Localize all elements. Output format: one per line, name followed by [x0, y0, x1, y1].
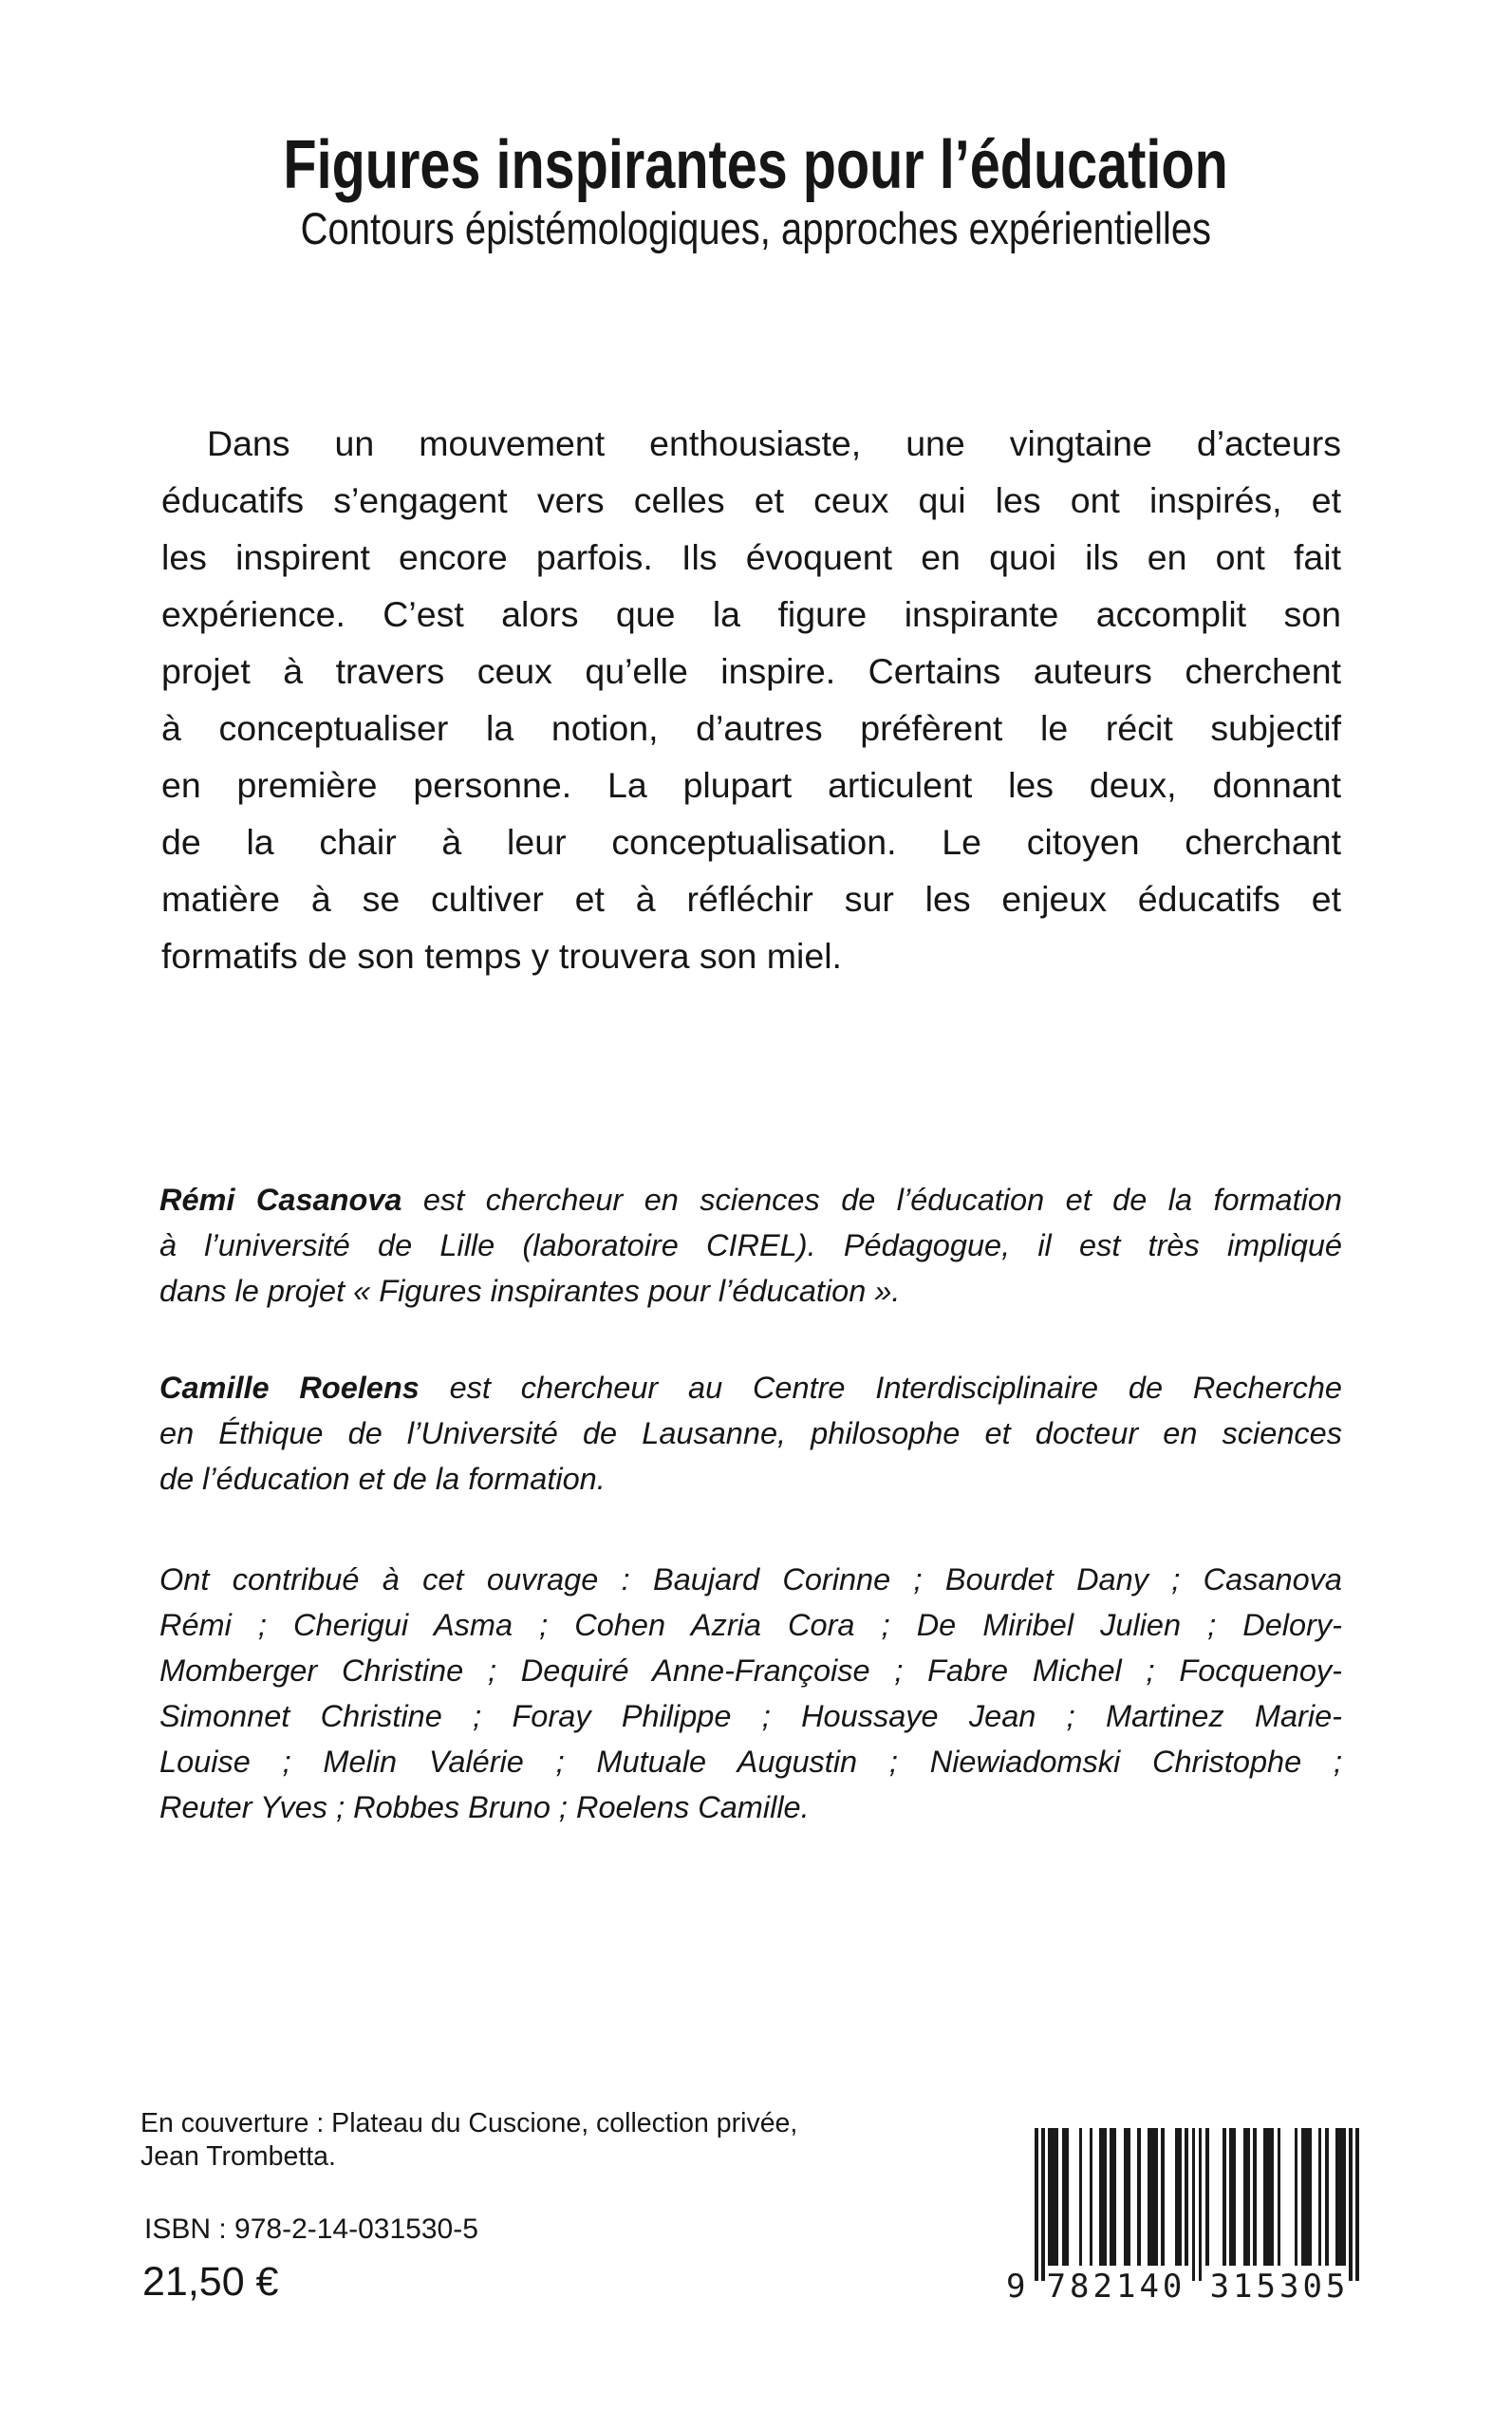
barcode-bar [1099, 2128, 1106, 2266]
barcode-bar [1223, 2128, 1226, 2266]
barcode-bar [1148, 2128, 1158, 2266]
barcode-bar [1205, 2128, 1209, 2266]
price: 21,50 € [142, 2259, 279, 2305]
barcode-bar [1229, 2128, 1236, 2266]
barcode-bar [1124, 2128, 1130, 2266]
barcode-bar [1161, 2128, 1165, 2266]
synopsis-line: en première personne. La plupart articulent les deux, donnant [161, 765, 1341, 805]
barcode-bar [1137, 2128, 1141, 2266]
barcode-bar [1355, 2128, 1359, 2281]
author-name: Camille Roelens [159, 1371, 420, 1405]
synopsis-line: expérience. C’est alors que la figure inspirante accomplit son [161, 594, 1341, 634]
synopsis-line: matière à se cultiver et à réfléchir sur les enjeux éducatifs et [161, 879, 1341, 919]
book-subtitle [0, 205, 1512, 252]
synopsis-paragraph [161, 415, 1341, 984]
barcode-bar [1090, 2128, 1093, 2266]
synopsis-line: les inspirent encore parfois. Ils évoquent en quoi ils en ont fait [161, 537, 1341, 577]
barcode-bar [1110, 2128, 1116, 2266]
barcode-digit-first: 9 [1006, 2268, 1026, 2306]
synopsis-line: formatifs de son temps y trouvera son miel. [161, 936, 842, 976]
barcode-bar [1325, 2128, 1329, 2266]
cover-credit [140, 2107, 797, 2174]
contributors-line: Reuter Yves ; Robbes Bruno ; Roelens Camille. [159, 1790, 810, 1824]
barcode-bar [1301, 2128, 1312, 2266]
contributors-line: Momberger Christine ; Dequiré Anne-Françoise ; Fabre Michel ; Focquenoy- [159, 1653, 1342, 1688]
barcode-bar [1349, 2128, 1353, 2281]
barcode-bars [1035, 2128, 1359, 2281]
isbn-label: ISBN : 978-2-14-031530-5 [144, 2213, 478, 2245]
contributors-line: Louise ; Melin Valérie ; Mutuale Augustin ; Niewiadomski Christophe ; [159, 1745, 1342, 1779]
barcode-bar [1192, 2128, 1196, 2281]
barcode-bar [1199, 2128, 1203, 2281]
barcode-bar [1263, 2128, 1274, 2266]
bio-line: en Éthique de l’Université de Lausanne, philosophe et docteur en sciences [159, 1416, 1342, 1450]
barcode-bar [1062, 2128, 1069, 2266]
contributors-list [159, 1557, 1342, 1830]
barcode-bar [1318, 2128, 1322, 2266]
barcode-digits-left-group: 782140 [1046, 2268, 1186, 2306]
cover-credit-line: Jean Trombetta. [140, 2141, 336, 2172]
barcode-bar [1253, 2128, 1257, 2266]
barcode-bar [1243, 2128, 1250, 2266]
barcode-bar [1048, 2128, 1058, 2266]
author-name: Rémi Casanova [159, 1183, 402, 1217]
barcode-bar [1278, 2128, 1281, 2266]
barcode-bar [1079, 2128, 1083, 2266]
book-subtitle-text: Contours épistémologiques, approches expérientielles [300, 203, 1212, 253]
barcode-bar [1175, 2128, 1182, 2266]
barcode-bar [1041, 2128, 1045, 2281]
author-bio-remi-casanova [159, 1177, 1342, 1314]
cover-credit-line: En couverture : Plateau du Cuscione, collection privée, [140, 2108, 798, 2138]
barcode-bar [1295, 2128, 1298, 2266]
bio-line: à l’université de Lille (laboratoire CIREL). Pédagogue, il est très impliqué [159, 1228, 1342, 1262]
barcode-bar [1335, 2128, 1346, 2266]
contributors-line: Rémi ; Cherigui Asma ; Cohen Azria Cora ; De Miribel Julien ; Delory- [159, 1608, 1342, 1642]
barcode-bar [1185, 2128, 1188, 2266]
bio-line: Camille Roelens est chercheur au Centre Interdisciplinaire de Recherche [159, 1371, 1342, 1405]
author-bio-camille-roelens [159, 1365, 1342, 1502]
book-title-text: Figures inspirantes pour l’éducation [283, 127, 1229, 203]
synopsis-line: Dans un mouvement enthousiaste, une vingtaine d’acteurs [207, 423, 1341, 463]
synopsis-line: projet à travers ceux qu’elle inspire. Certains auteurs cherchent [161, 651, 1341, 691]
bio-line: dans le projet « Figures inspirantes pour l’éducation ». [159, 1274, 901, 1308]
barcode-bar [1035, 2128, 1038, 2281]
synopsis-line: à conceptualiser la notion, d’autres préfèrent le récit subjectif [161, 708, 1341, 748]
barcode-digits-right-group: 315305 [1209, 2268, 1350, 2306]
bio-line: de l’éducation et de la formation. [159, 1462, 606, 1496]
synopsis-line: éducatifs s’engagent vers celles et ceux qui les ont inspirés, et [161, 480, 1341, 520]
bio-line: Rémi Casanova est chercheur en sciences de l’éducation et de la formation [159, 1183, 1342, 1217]
book-title [0, 127, 1512, 203]
synopsis-line: de la chair à leur conceptualisation. Le citoyen cherchant [161, 822, 1341, 862]
contributors-line: Ont contribué à cet ouvrage : Baujard Corinne ; Bourdet Dany ; Casanova [159, 1562, 1342, 1597]
contributors-line: Simonnet Christine ; Foray Philippe ; Houssaye Jean ; Martinez Marie- [159, 1699, 1342, 1733]
ean13-barcode [1006, 2128, 1359, 2308]
